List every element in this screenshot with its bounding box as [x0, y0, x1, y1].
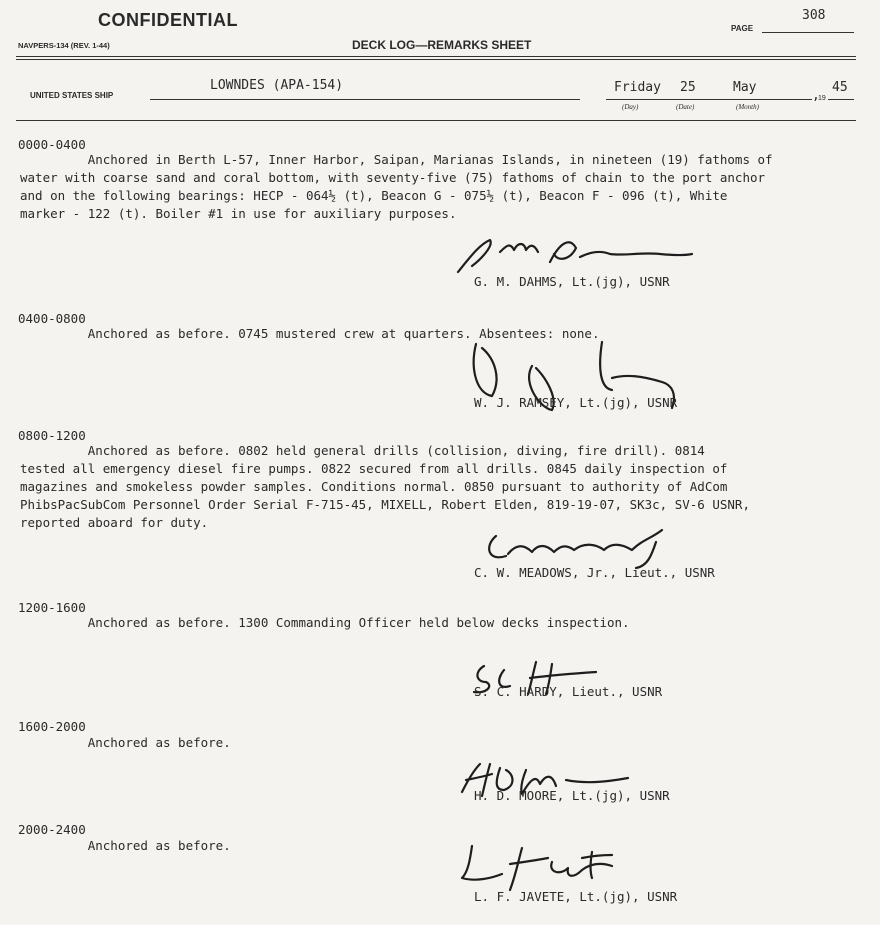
- remark-line: Anchored as before.: [20, 838, 231, 853]
- remark-line: water with coarse sand and coral bottom, with seventy-five (75) fathoms of chain to the port anchor: [20, 170, 766, 185]
- watch-time: 2000-2400: [18, 822, 86, 837]
- watch-remarks: [20, 734, 231, 752]
- header-rule: [16, 56, 856, 57]
- remark-line: Anchored in Berth L-57, Inner Harbor, Saipan, Marianas Islands, in nineteen (19) fathoms of: [20, 152, 773, 167]
- watch-time: 0000-0400: [18, 137, 86, 152]
- page-number: 308: [802, 8, 826, 23]
- watch-time: 0400-0800: [18, 311, 86, 326]
- ship-line: [150, 99, 580, 100]
- remark-line: marker - 122 (t). Boiler #1 in use for auxiliary purposes.: [20, 206, 457, 221]
- date-value: 25: [680, 80, 696, 95]
- date-caption: (Date): [676, 103, 695, 111]
- watch-remarks: [20, 151, 773, 223]
- page-label: PAGE: [731, 24, 754, 33]
- remark-line: and on the following bearings: HECP - 064½ (t), Beacon G - 075½ (t), Beacon F - 096 (t), White: [20, 188, 728, 203]
- day-value: Friday: [614, 80, 661, 95]
- day-caption: (Day): [622, 103, 639, 111]
- confidential-stamp: CONFIDENTIAL: [98, 10, 238, 30]
- date-line: [606, 99, 812, 100]
- year-comma: ,: [812, 88, 820, 103]
- ship-label: UNITED STATES SHIP: [30, 91, 114, 100]
- year-prefix: 19: [818, 95, 826, 102]
- remark-line: magazines and smokeless powder samples. Conditions normal. 0850 pursuant to authority of AdCom: [20, 479, 728, 494]
- month-caption: (Month): [736, 103, 759, 111]
- watch-time: 1200-1600: [18, 600, 86, 615]
- watch-time: 0800-1200: [18, 428, 86, 443]
- year-value: 45: [832, 80, 848, 95]
- header-bottom-rule: [16, 120, 856, 121]
- signer-name: G. M. DAHMS, Lt.(jg), USNR: [474, 274, 670, 289]
- signer-name: C. W. MEADOWS, Jr., Lieut., USNR: [474, 565, 715, 580]
- remark-line: tested all emergency diesel fire pumps. 0822 secured from all drills. 0845 daily inspection of: [20, 461, 728, 476]
- signature-meadows: [476, 522, 696, 570]
- signer-name: W. J. RAMSEY, Lt.(jg), USNR: [474, 395, 678, 410]
- ship-name: LOWNDES (APA-154): [210, 78, 344, 93]
- remark-line: Anchored as before. 0745 mustered crew at quarters. Absentees: none.: [20, 326, 600, 341]
- signature-dahms: [450, 232, 700, 277]
- watch-time: 1600-2000: [18, 719, 86, 734]
- watch-remarks: [20, 614, 630, 632]
- year-line: [828, 99, 854, 100]
- signer-name: L. F. JAVETE, Lt.(jg), USNR: [474, 889, 678, 904]
- form-number: NAVPERS-134 (REV. 1-44): [18, 41, 110, 50]
- watch-remarks: [20, 837, 231, 855]
- page-line: [762, 32, 854, 33]
- month-value: May: [733, 80, 757, 95]
- remark-line: reported aboard for duty.: [20, 515, 209, 530]
- remark-line: PhibsPacSubCom Personnel Order Serial F-715-45, MIXELL, Robert Elden, 819-19-07, SK3c, SV-6 USNR,: [20, 497, 750, 512]
- signer-name: S. C. HARDY, Lieut., USNR: [474, 684, 663, 699]
- page-title: DECK LOG—REMARKS SHEET: [352, 38, 532, 52]
- remark-line: Anchored as before. 1300 Commanding Officer held below decks inspection.: [20, 615, 630, 630]
- header-rule: [16, 59, 856, 60]
- watch-remarks: [20, 442, 750, 532]
- remark-line: Anchored as before.: [20, 735, 231, 750]
- signer-name: H. D. MOORE, Lt.(jg), USNR: [474, 788, 670, 803]
- remark-line: Anchored as before. 0802 held general drills (collision, diving, fire drill). 0814: [20, 443, 705, 458]
